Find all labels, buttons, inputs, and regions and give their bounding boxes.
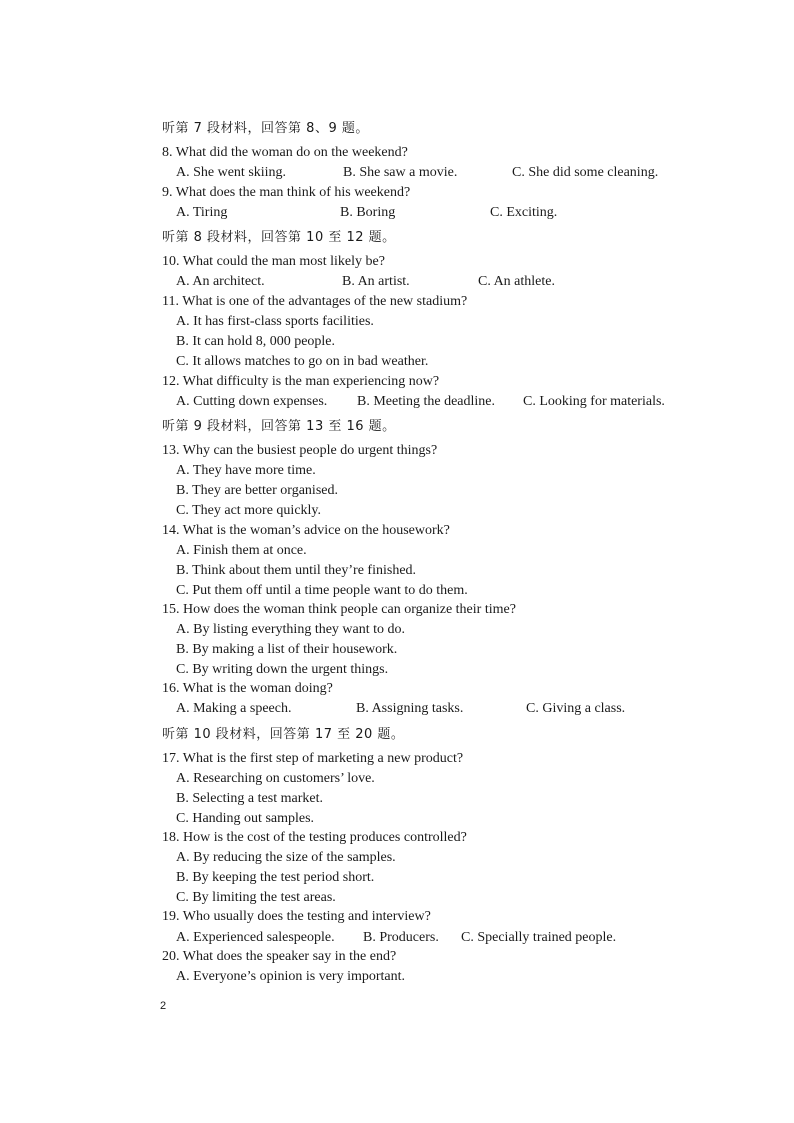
question-17-option-a: A. Researching on customers’ love. bbox=[176, 771, 375, 786]
question-10-options bbox=[0, 273, 794, 291]
page-number: 2 bbox=[160, 1000, 167, 1012]
question-8: 8. What did the woman do on the weekend? bbox=[162, 145, 408, 160]
question-12-option-b: B. Meeting the deadline. bbox=[357, 394, 496, 409]
question-14-option-b: B. Think about them until they’re finished. bbox=[176, 563, 417, 578]
question-11-option-c: C. It allows matches to go on in bad weather. bbox=[176, 354, 429, 369]
question-13: 13. Why can the busiest people do urgent things? bbox=[162, 443, 438, 458]
question-13-option-b: B. They are better organised. bbox=[176, 483, 338, 498]
section-header-10: 听第 10 段材料，回答第 17 至 20 题。 bbox=[162, 727, 405, 742]
question-8-option-b: B. She saw a movie. bbox=[343, 165, 458, 180]
question-9-option-b: B. Boring bbox=[340, 205, 396, 220]
question-16-options bbox=[0, 700, 794, 718]
question-17: 17. What is the first step of marketing a new product? bbox=[162, 751, 464, 766]
question-20: 20. What does the speaker say in the end? bbox=[162, 949, 397, 964]
question-8-options bbox=[0, 164, 794, 182]
question-19-options bbox=[0, 929, 794, 947]
section-header-8: 听第 8 段材料，回答第 10 至 12 题。 bbox=[162, 230, 396, 245]
question-10-option-a: A. An architect. bbox=[176, 274, 265, 289]
question-18: 18. How is the cost of the testing produces controlled? bbox=[162, 830, 467, 845]
question-16: 16. What is the woman doing? bbox=[162, 681, 333, 696]
question-15-option-c: C. By writing down the urgent things. bbox=[176, 662, 389, 677]
question-15-option-b: B. By making a list of their housework. bbox=[176, 642, 398, 657]
question-12-option-c: C. Looking for materials. bbox=[523, 394, 665, 409]
question-12-option-a: A. Cutting down expenses. bbox=[176, 394, 328, 409]
question-14-option-a: A. Finish them at once. bbox=[176, 543, 307, 558]
question-17-option-c: C. Handing out samples. bbox=[176, 811, 315, 826]
question-9-option-c: C. Exciting. bbox=[490, 205, 558, 220]
question-16-option-b: B. Assigning tasks. bbox=[356, 701, 464, 716]
question-14: 14. What is the woman’s advice on the housework? bbox=[162, 523, 450, 538]
question-12: 12. What difficulty is the man experiencing now? bbox=[162, 374, 440, 389]
question-19-option-a: A. Experienced salespeople. bbox=[176, 930, 335, 945]
question-16-option-c: C. Giving a class. bbox=[526, 701, 626, 716]
question-20-option-a: A. Everyone’s opinion is very important. bbox=[176, 969, 406, 984]
question-8-option-a: A. She went skiing. bbox=[176, 165, 287, 180]
question-11-option-b: B. It can hold 8, 000 people. bbox=[176, 334, 336, 349]
question-13-option-a: A. They have more time. bbox=[176, 463, 316, 478]
question-8-option-c: C. She did some cleaning. bbox=[512, 165, 659, 180]
question-17-option-b: B. Selecting a test market. bbox=[176, 791, 323, 806]
question-9-option-a: A. Tiring bbox=[176, 205, 228, 220]
section-header-9: 听第 9 段材料，回答第 13 至 16 题。 bbox=[162, 419, 396, 434]
question-19-option-b: B. Producers. bbox=[363, 930, 439, 945]
question-9-options bbox=[0, 204, 794, 222]
question-13-option-c: C. They act more quickly. bbox=[176, 503, 322, 518]
question-12-options bbox=[0, 393, 794, 411]
section-header-7: 听第 7 段材料，回答第 8、9 题。 bbox=[162, 121, 369, 136]
question-14-option-c: C. Put them off until a time people want to do them. bbox=[176, 583, 468, 598]
question-19-option-c: C. Specially trained people. bbox=[461, 930, 617, 945]
question-15-option-a: A. By listing everything they want to do. bbox=[176, 622, 406, 637]
question-11-option-a: A. It has first-class sports facilities. bbox=[176, 314, 374, 329]
question-15: 15. How does the woman think people can organize their time? bbox=[162, 602, 516, 617]
question-19: 19. Who usually does the testing and interview? bbox=[162, 909, 431, 924]
question-18-option-a: A. By reducing the size of the samples. bbox=[176, 850, 396, 865]
question-9: 9. What does the man think of his weekend? bbox=[162, 185, 411, 200]
question-16-option-a: A. Making a speech. bbox=[176, 701, 292, 716]
question-11: 11. What is one of the advantages of the new stadium? bbox=[162, 294, 468, 309]
question-18-option-b: B. By keeping the test period short. bbox=[176, 870, 375, 885]
question-10-option-b: B. An artist. bbox=[342, 274, 410, 289]
question-10: 10. What could the man most likely be? bbox=[162, 254, 385, 269]
question-10-option-c: C. An athlete. bbox=[478, 274, 555, 289]
question-18-option-c: C. By limiting the test areas. bbox=[176, 890, 336, 905]
